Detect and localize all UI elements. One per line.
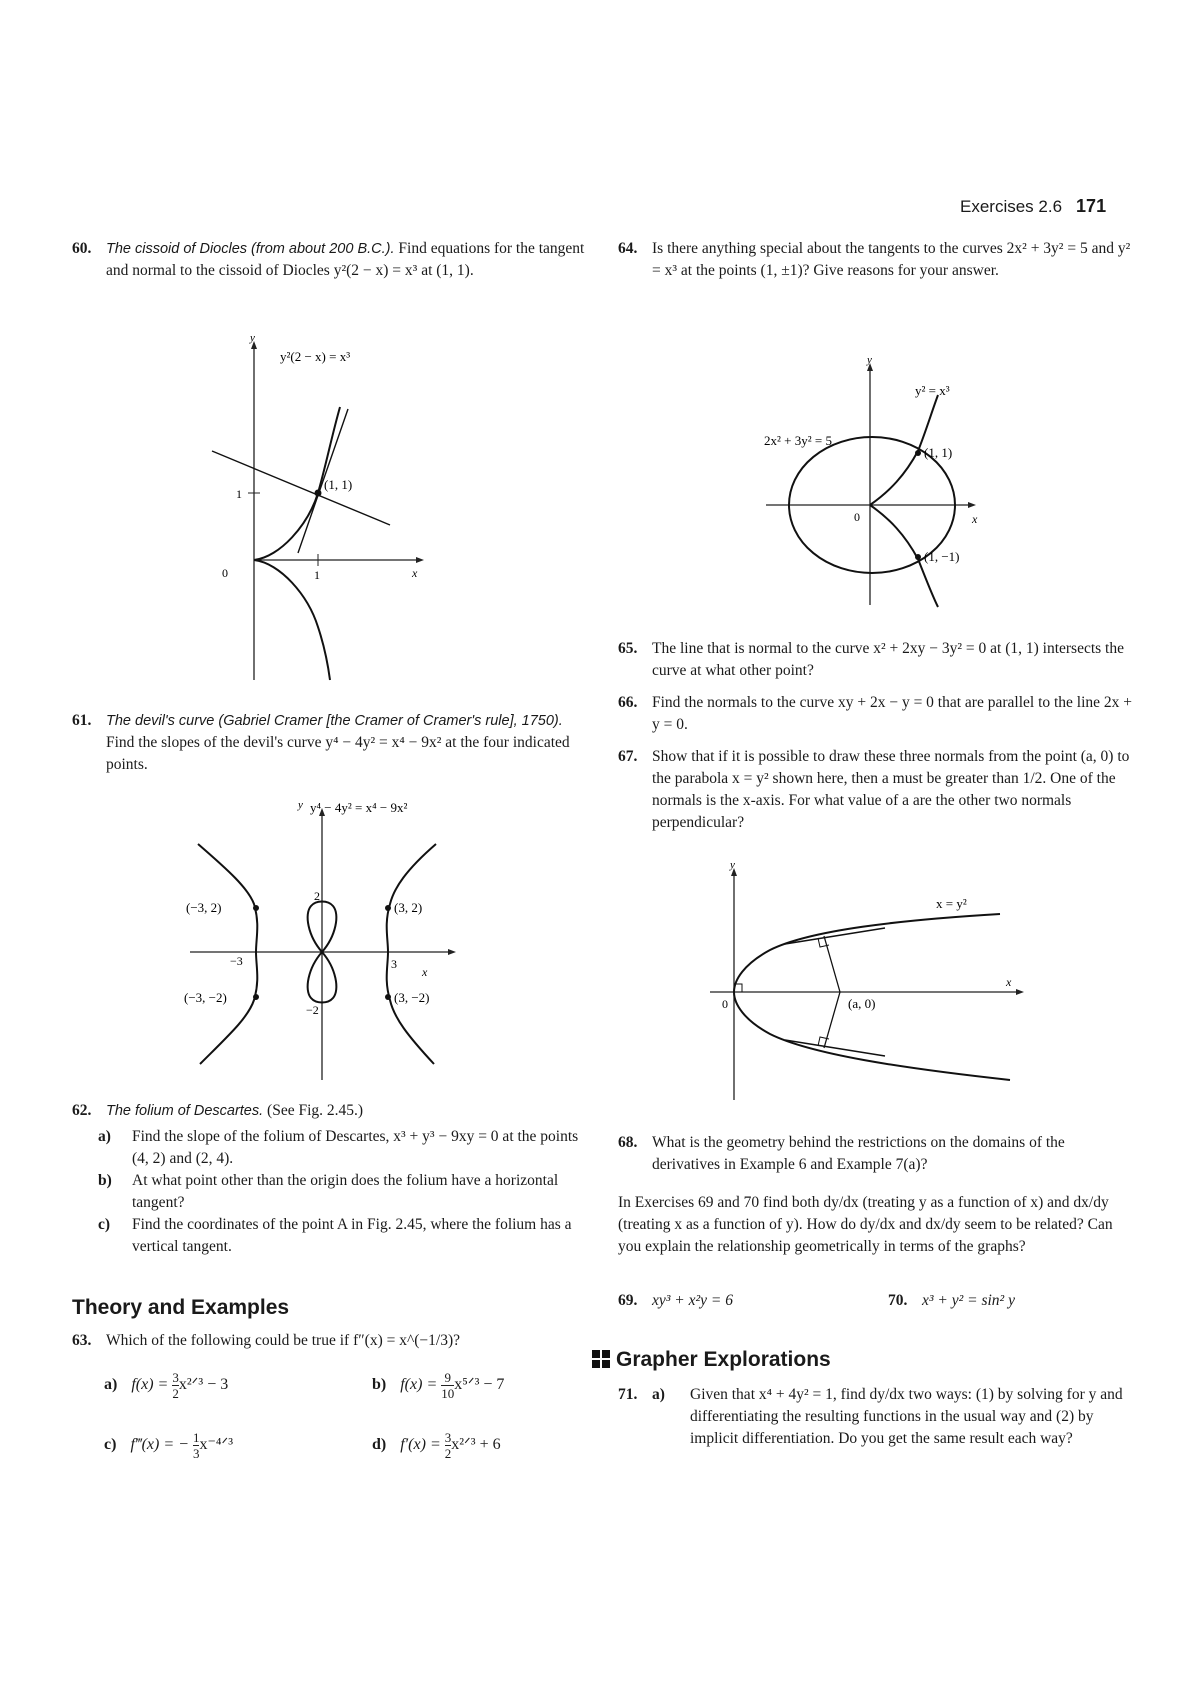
denominator: 10	[441, 1386, 455, 1401]
problem-text: Is there anything special about the tangents to the curves 2x² + 3y² = 5 and y² = x³ at the points (1, ±1)? Give reasons for your answer.	[652, 240, 1131, 279]
problem-69	[618, 1290, 848, 1312]
label-m3-2: (−3, 2)	[186, 900, 222, 915]
page-number: 171	[1076, 196, 1107, 216]
grapher-title-text: Grapher Explorations	[616, 1348, 831, 1371]
problem-67	[618, 746, 1133, 834]
equation-label: y²(2 − x) = x³	[280, 349, 351, 364]
section-theory-title: Theory and Examples	[72, 1296, 290, 1319]
label-1-m1: (1, −1)	[924, 549, 960, 564]
problem-text: Show that if it is possible to draw these three normals from the point (a, 0) to the parabola x = y² shown here, then a must be greater than 1/2. One of the normals is the x-axis. For what value of a are the other two normals perpendicular?	[652, 748, 1130, 831]
problem-text: x³ + y² = sin² y	[922, 1292, 1015, 1309]
problem-title: The cissoid of Diocles (from about 200 B.C.).	[106, 241, 395, 257]
figure-devils-curve	[180, 800, 480, 1085]
problem-text: Given that x⁴ + 4y² = 1, find dy/dx two ways: (1) by solving for y and differentiating the resulting functions in the usual way and (2) by implicit differentiation. Do you get the same result each way?	[690, 1386, 1123, 1447]
choice-label: b)	[372, 1376, 387, 1394]
intro-text: In Exercises 69 and 70 find both dy/dx (treating y as a function of x) and dx/dy (treating x as a function of y). How do dy/dx and dx/dy seem to be related? Can you explain the relationship geometrically in terms of the graphs?	[618, 1194, 1113, 1255]
subitem-label: a)	[652, 1386, 665, 1403]
choice-rhs: x²ᐟ³ + 6	[451, 1436, 501, 1454]
denominator: 2	[172, 1386, 179, 1401]
subitem-text: Find the slope of the folium of Descartes, x³ + y³ − 9xy = 0 at the points (4, 2) and (2, 4).	[132, 1128, 579, 1167]
subitem-label: a)	[98, 1128, 111, 1145]
denominator: 2	[444, 1446, 452, 1461]
origin-label: 0	[854, 510, 860, 524]
x-label: x	[972, 512, 978, 526]
point-3-2	[385, 905, 391, 911]
fraction	[441, 1370, 454, 1401]
problem-number: 70.	[888, 1292, 908, 1309]
page-header	[960, 196, 1106, 217]
figure-cissoid	[200, 335, 440, 690]
point-3-m2	[385, 994, 391, 1000]
point-m3-2	[253, 905, 259, 911]
y-label: y	[867, 355, 872, 366]
right-branch	[387, 844, 436, 1064]
point-1-m1	[915, 554, 921, 560]
problem-text: Find equations for the tangent and normal to the cissoid of Diocles y²(2 − x) = x³ at (1, 1).	[106, 240, 585, 279]
subitem-text: At what point other than the origin does the folium have a horizontal tangent?	[132, 1172, 559, 1211]
x-arrow	[416, 557, 424, 563]
y-label: y	[250, 335, 255, 344]
tick-label-y: 1	[236, 487, 242, 501]
problem-68	[618, 1132, 1133, 1176]
label-3-m2: (3, −2)	[394, 990, 430, 1005]
label-m3-m2: (−3, −2)	[184, 990, 227, 1005]
figure-ellipse-curve	[760, 355, 1000, 610]
x-label: x	[412, 566, 418, 580]
problem-number: 67.	[618, 748, 638, 765]
problem-66	[618, 692, 1133, 736]
label-3-2: (3, 2)	[394, 900, 423, 915]
point-m3-m2	[253, 994, 259, 1000]
curve-label: x = y²	[936, 896, 967, 911]
denominator: 3	[192, 1446, 200, 1461]
subitem-text: Find the coordinates of the point A in Fig. 2.45, where the folium has a vertical tangent.	[132, 1216, 572, 1255]
problem-title: The devil's curve (Gabriel Cramer [the Cramer of Cramer's rule], 1750).	[106, 713, 563, 729]
choice-label: c)	[104, 1436, 117, 1454]
choice-rhs: x²ᐟ³ − 3	[178, 1376, 229, 1394]
problem-number: 69.	[618, 1292, 638, 1309]
subitem-label: b)	[98, 1172, 112, 1189]
problem-number: 62.	[72, 1102, 92, 1119]
numerator: 3	[444, 1430, 452, 1445]
tick-label-x: 1	[314, 568, 320, 582]
point-1-1	[915, 450, 921, 456]
normal-lower	[824, 992, 840, 1048]
choice-lhs: f‴(x) = −	[130, 1436, 189, 1454]
choice-d	[372, 1430, 501, 1461]
choice-rhs: x⁵ᐟ³ − 7	[454, 1376, 505, 1394]
tick-3: 3	[391, 957, 397, 971]
ellipse-label: 2x² + 3y² = 5	[764, 433, 832, 448]
point-1-1	[315, 490, 322, 497]
problem-60	[72, 238, 587, 282]
choice-lhs: f(x) =	[131, 1376, 169, 1394]
problem-text: Find the normals to the curve xy + 2x − y = 0 that are parallel to the line 2x + y = 0.	[652, 694, 1133, 733]
problem-61	[72, 710, 587, 776]
choice-c	[104, 1430, 233, 1461]
choice-lhs: f(x) =	[400, 1376, 438, 1394]
section-label: Exercises 2.6	[960, 197, 1063, 216]
problem-62	[72, 1100, 587, 1258]
problem-number: 63.	[72, 1332, 92, 1349]
tick-m2: −2	[306, 1003, 319, 1017]
numerator: 3	[172, 1370, 179, 1385]
x-arrow	[448, 949, 456, 955]
problem-number: 61.	[72, 712, 92, 729]
problem-63	[72, 1330, 587, 1352]
origin-label: 0	[722, 997, 728, 1011]
problem-text: What is the geometry behind the restrictions on the domains of the derivatives in Example 6 and Example 7(a)?	[652, 1134, 1065, 1173]
subitem-label: c)	[98, 1216, 111, 1233]
choice-label: d)	[372, 1436, 387, 1454]
problem-text: Which of the following could be true if f″(x) = x^(−1/3)?	[106, 1332, 461, 1349]
choice-rhs: x⁻⁴ᐟ³	[199, 1436, 234, 1454]
numerator: 9	[444, 1370, 451, 1385]
label-1-1: (1, 1)	[924, 445, 953, 460]
intro-69-70	[618, 1192, 1133, 1258]
problem-title: The folium of Descartes.	[106, 1103, 264, 1119]
problem-number: 66.	[618, 694, 638, 711]
subitem-c	[98, 1214, 587, 1258]
x-label: x	[1006, 975, 1012, 989]
problem-text: Find the slopes of the devil's curve y⁴ − 4y² = x⁴ − 9x² at the four indicated points.	[106, 734, 570, 773]
equation-label: y⁴ − 4y² = x⁴ − 9x²	[310, 800, 408, 815]
problem-number: 68.	[618, 1134, 638, 1151]
subitem-a	[98, 1126, 587, 1170]
choice-b	[372, 1370, 504, 1401]
right-angle-lower	[818, 1037, 829, 1046]
origin-label: 0	[222, 566, 228, 580]
section-grapher-title	[592, 1348, 831, 1372]
problem-number: 65.	[618, 640, 638, 657]
figure-parabola	[700, 860, 1050, 1105]
subitem-b	[98, 1170, 587, 1214]
normal-upper	[824, 936, 840, 992]
left-branch	[198, 844, 257, 1064]
y-label: y	[298, 800, 303, 811]
choice-lhs: f′(x) =	[400, 1436, 441, 1454]
tick-m3: −3	[230, 954, 243, 968]
problem-70	[888, 1290, 1118, 1312]
problem-71	[618, 1384, 1133, 1450]
point-label: (a, 0)	[848, 996, 876, 1011]
problem-number: 64.	[618, 240, 638, 257]
x-arrow	[968, 502, 976, 508]
numerator: 1	[192, 1430, 200, 1445]
y-label: y	[730, 860, 735, 871]
choice-a	[104, 1370, 228, 1401]
tick-2: 2	[314, 889, 320, 903]
right-angle-upper	[818, 938, 829, 947]
problem-text: The line that is normal to the curve x² + 2xy − 3y² = 0 at (1, 1) intersects the curve at what other point?	[652, 640, 1124, 679]
problem-64	[618, 238, 1133, 282]
point-label: (1, 1)	[324, 477, 353, 492]
x-arrow	[1016, 989, 1024, 995]
problem-ref: (See Fig. 2.45.)	[267, 1102, 364, 1119]
problem-65	[618, 638, 1133, 682]
problem-number: 60.	[72, 240, 92, 257]
problem-text: xy³ + x²y = 6	[652, 1292, 733, 1309]
choice-label: a)	[104, 1376, 118, 1394]
grapher-icon	[592, 1350, 610, 1368]
problem-number: 71.	[618, 1386, 638, 1403]
x-label: x	[422, 965, 428, 979]
curve-label: y² = x³	[915, 383, 950, 398]
